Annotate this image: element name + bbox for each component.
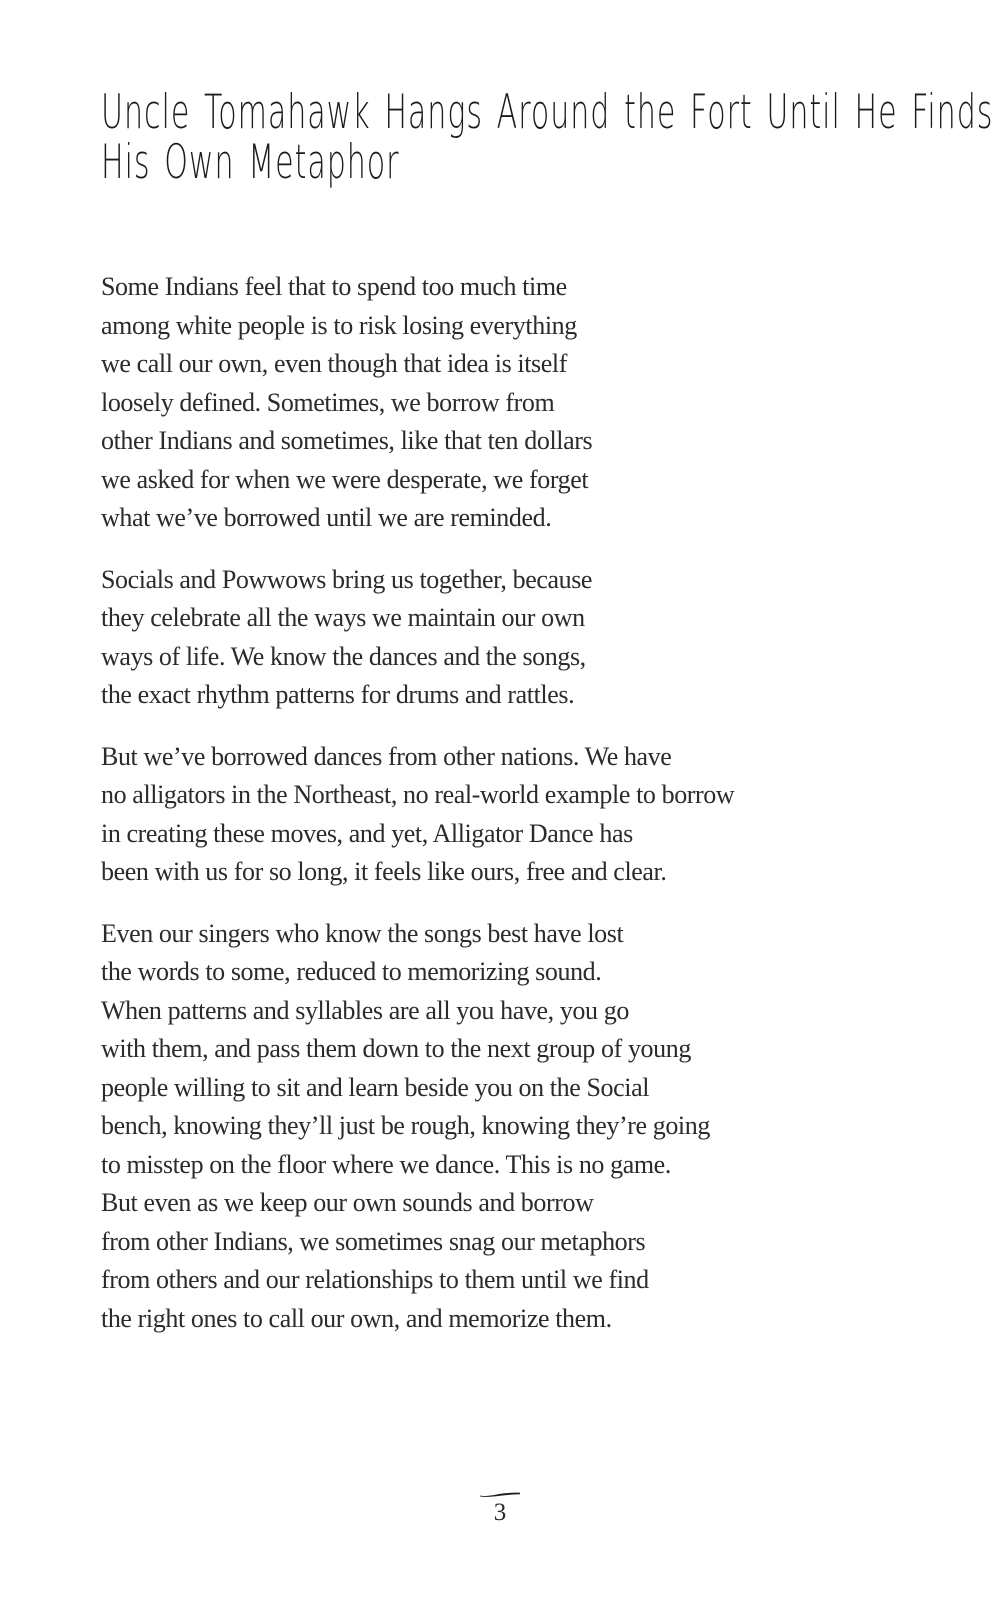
poem-line: Some Indians feel that to spend too much time (101, 272, 567, 301)
poem-line: from other Indians, we sometimes snag our metaphors (101, 1226, 646, 1256)
poem-line: But we’ve borrowed dances from other nations. We have (101, 741, 672, 771)
stanza-1 (101, 268, 940, 538)
poem-line: among white people is to risk losing everything (101, 310, 577, 340)
poem-line: the words to some, reduced to memorizing sound. (101, 957, 602, 986)
poem-title (101, 85, 997, 190)
stanza-4 (101, 915, 940, 1339)
poem-line: loosely defined. Sometimes, we borrow from (101, 387, 555, 417)
poem-line: other Indians and sometimes, like that ten dollars (101, 426, 593, 455)
poem-line: to misstep on the floor where we dance. This is no game. (101, 1149, 671, 1179)
poem-line: what we’ve borrowed until we are reminded. (101, 503, 552, 532)
poem-title-line-1: Uncle Tomahawk Hangs Around the Fort Until He Finds (101, 85, 994, 140)
page-footer (0, 1486, 1000, 1527)
poem-line: no alligators in the Northeast, no real-world example to borrow (101, 780, 735, 809)
poem-line: bench, knowing they’ll just be rough, knowing they’re going (101, 1111, 710, 1140)
poem-line: been with us for so long, it feels like ours, free and clear. (101, 857, 667, 886)
footer-rule-icon (478, 1486, 522, 1496)
poem-body (101, 268, 940, 1338)
poem-line: we asked for when we were desperate, we forget (101, 464, 589, 494)
poem-line: Even our singers who know the songs best have lost (101, 918, 624, 948)
poem-line: the exact rhythm patterns for drums and rattles. (101, 680, 575, 709)
poem-line: the right ones to call our own, and memorize them. (101, 1303, 612, 1333)
stanza-3 (101, 738, 940, 892)
stanza-2 (101, 561, 940, 715)
poem-line: Socials and Powwows bring us together, because (101, 564, 593, 594)
poem-line: But even as we keep our own sounds and borrow (101, 1188, 594, 1217)
poem-title-line-2: His Own Metaphor (101, 135, 400, 190)
page-number: 3 (493, 1499, 507, 1526)
poem-line: they celebrate all the ways we maintain our own (101, 603, 585, 632)
poem-line: from others and our relationships to them until we find (101, 1265, 649, 1294)
poem-line: When patterns and syllables are all you have, you go (101, 995, 629, 1025)
poem-line: with them, and pass them down to the next group of young (101, 1034, 691, 1063)
poem-line: in creating these moves, and yet, Alligator Dance has (101, 818, 633, 848)
book-page (0, 85, 1000, 1623)
poem-line: ways of life. We know the dances and the songs, (101, 641, 586, 671)
poem-line: people willing to sit and learn beside you on the Social (101, 1072, 650, 1102)
poem-line: we call our own, even though that idea is itself (101, 349, 568, 378)
